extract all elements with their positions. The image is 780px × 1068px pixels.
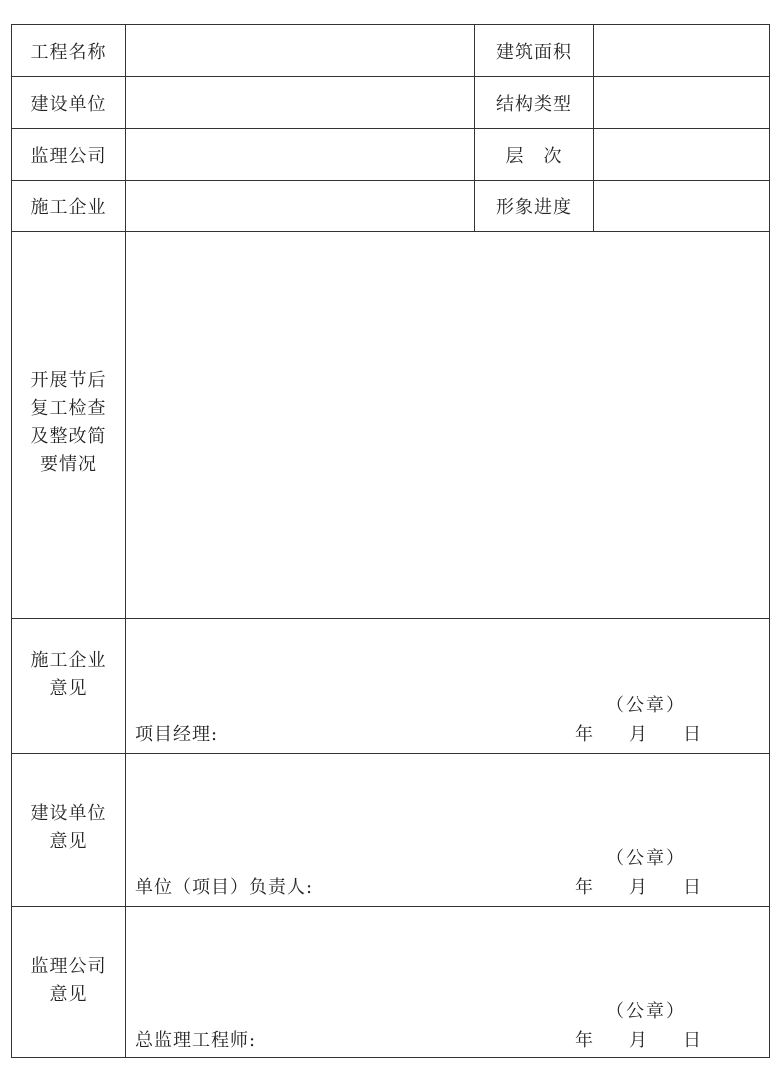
building-area-label: 建筑面积: [496, 41, 572, 63]
supervision-signer-label: 总监理工程师:: [135, 1030, 257, 1051]
supervision-opinion-label: 监理公司 意见: [30, 956, 107, 1005]
construction-unit-date-month: 月: [629, 877, 647, 898]
supervision-company-value[interactable]: [126, 129, 474, 180]
construction-unit-label: 建设单位: [30, 93, 107, 115]
contractor-signer-label: 项目经理:: [135, 724, 219, 745]
supervision-date-day: 日: [683, 1030, 701, 1051]
contractor-opinion-label: 施工企业 意见: [30, 650, 107, 699]
contractor-stamp: （公章）: [606, 695, 686, 716]
supervision-company-label: 监理公司: [30, 145, 107, 167]
building-area-value[interactable]: [594, 25, 769, 76]
progress-label: 形象进度: [496, 197, 572, 218]
supervision-date-month: 月: [629, 1030, 647, 1051]
construction-unit-opinion-label: 建设单位 意见: [30, 803, 107, 852]
progress-value[interactable]: [594, 181, 769, 231]
floors-value[interactable]: [594, 129, 769, 180]
supervision-date-year: 年: [575, 1030, 593, 1051]
construction-unit-value[interactable]: [126, 77, 474, 128]
construction-unit-date-year: 年: [575, 877, 593, 898]
structure-type-label: 结构类型: [496, 93, 572, 115]
construction-unit-date-day: 日: [683, 877, 701, 898]
summary-content-area[interactable]: [126, 232, 769, 618]
structure-type-value[interactable]: [594, 77, 769, 128]
project-name-value[interactable]: [126, 25, 474, 76]
contractor-date-month: 月: [629, 724, 647, 745]
construction-unit-signer-label: 单位（项目）负责人:: [135, 877, 314, 898]
contractor-date-day: 日: [683, 724, 701, 745]
inspection-form: [11, 24, 770, 1058]
contractor-date-year: 年: [575, 724, 593, 745]
floors-label: 层 次: [505, 145, 563, 167]
contractor-label: 施工企业: [30, 197, 107, 218]
project-name-label: 工程名称: [30, 41, 107, 63]
supervision-stamp: （公章）: [606, 1001, 686, 1022]
construction-unit-stamp: （公章）: [606, 848, 686, 869]
summary-label: 开展节后 复工检查 及整改简 要情况: [30, 370, 107, 475]
contractor-value[interactable]: [126, 181, 474, 231]
